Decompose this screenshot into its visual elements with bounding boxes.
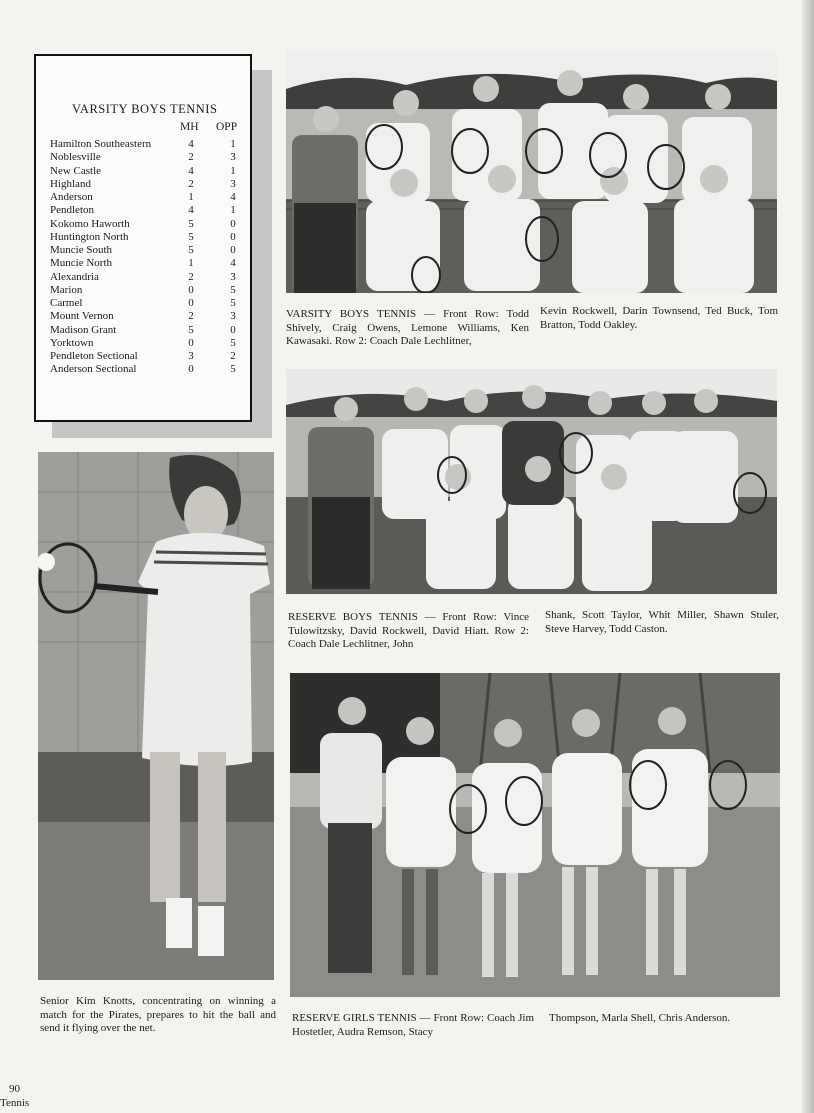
opp-score: 1 — [230, 164, 236, 177]
score-row — [50, 151, 250, 164]
column-header-opp: OPP — [216, 121, 238, 133]
score-row — [50, 231, 250, 244]
reserve-girls-caption-continued — [549, 1012, 779, 1026]
mh-score: 4 — [188, 138, 194, 150]
mh-score: 2 — [188, 310, 194, 323]
reserve-boys-team-photo — [286, 369, 777, 594]
opp-score: 5 — [230, 363, 236, 376]
opp-score: 3 — [230, 151, 236, 164]
opponent-name: Alexandria — [50, 270, 99, 283]
varsity-boys-caption-continued — [540, 305, 778, 332]
opponent-name: Hamilton Southeastern — [50, 138, 152, 150]
reserve-girls-caption-col2: Thompson, Marla Shell, Chris Anderson. — [549, 1012, 731, 1024]
page-number: 90 — [9, 1083, 20, 1095]
mh-score: 0 — [188, 297, 194, 309]
score-row — [50, 257, 250, 270]
opp-score: 0 — [230, 244, 236, 256]
score-row — [50, 204, 250, 217]
opponent-name: Highland — [50, 177, 91, 190]
opp-score: 0 — [230, 217, 236, 230]
mh-score: 0 — [188, 283, 194, 296]
mh-score: 0 — [188, 336, 194, 349]
mh-score: 2 — [188, 151, 194, 164]
mh-score: 5 — [188, 323, 194, 336]
opponent-name: Anderson — [50, 191, 93, 203]
varsity-boys-team-photo — [286, 51, 777, 293]
reserve-boys-caption-col1: RESERVE BOYS TENNIS — Front Row: Vince Tulowitzsky, David Rockwell, David Hiatt. Row 2: Coach Dale Lechlitner, John — [288, 611, 529, 650]
opp-score: 3 — [230, 310, 236, 323]
scoreboard — [34, 54, 252, 422]
page-edge — [802, 0, 814, 1113]
mh-score: 5 — [188, 230, 194, 243]
score-rows — [50, 138, 250, 377]
score-row — [50, 310, 250, 323]
opp-score: 0 — [230, 323, 236, 336]
mh-score: 4 — [188, 204, 194, 217]
opponent-name: Pendleton — [50, 204, 94, 217]
opponent-name: Marion — [50, 283, 83, 296]
mh-score: 1 — [188, 257, 194, 270]
column-header-mh: MH — [180, 121, 199, 133]
opp-score: 4 — [230, 191, 236, 203]
kim-knotts-caption — [40, 995, 276, 1036]
score-row — [50, 271, 250, 284]
opponent-name: Huntington North — [50, 230, 129, 243]
score-row — [50, 297, 250, 310]
score-row — [50, 191, 250, 204]
reserve-girls-team-photo — [290, 673, 780, 997]
opp-score: 5 — [230, 297, 236, 309]
score-row — [50, 284, 250, 297]
scoreboard-title: VARSITY BOYS TENNIS — [72, 102, 218, 116]
opp-score: 3 — [230, 177, 236, 190]
opp-score: 5 — [230, 283, 236, 296]
opp-score: 4 — [230, 257, 236, 270]
opp-score: 1 — [230, 138, 236, 150]
reserve-boys-caption — [288, 611, 529, 652]
varsity-caption-col2: Kevin Rockwell, Darin Townsend, Ted Buck, Tom Bratton, Todd Oakley. — [540, 305, 778, 331]
mh-score: 1 — [188, 191, 194, 203]
mh-score: 0 — [188, 363, 194, 376]
score-row — [50, 363, 250, 376]
mh-score: 2 — [188, 177, 194, 190]
opp-score: 5 — [230, 336, 236, 349]
score-row — [50, 138, 250, 151]
opponent-name: Mount Vernon — [50, 310, 114, 323]
opp-score: 0 — [230, 230, 236, 243]
opponent-name: Muncie South — [50, 244, 113, 256]
mh-score: 2 — [188, 270, 194, 283]
opponent-name: Muncie North — [50, 257, 113, 270]
kim-knotts-action-photo — [38, 452, 274, 980]
score-row — [50, 324, 250, 337]
section-label: Tennis — [0, 1097, 30, 1109]
reserve-girls-caption-col1: RESERVE GIRLS TENNIS — Front Row: Coach Jim Hostetler, Audra Remson, Stacy — [292, 1012, 534, 1038]
score-row — [50, 218, 250, 231]
score-row — [50, 165, 250, 178]
opponent-name: New Castle — [50, 164, 102, 177]
opponent-name: Madison Grant — [50, 323, 117, 336]
score-row — [50, 178, 250, 191]
reserve-boys-caption-continued — [545, 609, 779, 636]
varsity-boys-caption — [286, 308, 529, 349]
score-row — [50, 244, 250, 257]
mh-score: 3 — [188, 350, 194, 362]
reserve-boys-caption-col2: Shank, Scott Taylor, Whit Miller, Shawn Stuler, Steve Harvey, Todd Caston. — [545, 609, 779, 635]
varsity-caption-col1: VARSITY BOYS TENNIS — Front Row: Todd Shively, Craig Owens, Lemone Williams, Ken Kawasaki. Row 2: Coach Dale Lechlitner, — [286, 308, 529, 347]
mh-score: 5 — [188, 217, 194, 230]
mh-score: 4 — [188, 164, 194, 177]
opponent-name: Anderson Sectional — [50, 363, 137, 376]
opponent-name: Noblesville — [50, 151, 101, 164]
kim-knotts-caption-text: Senior Kim Knotts, concentrating on winning a match for the Pirates, prepares to hit the ball and send it flying over the net. — [40, 995, 276, 1034]
opp-score: 3 — [230, 270, 236, 283]
opponent-name: Pendleton Sectional — [50, 350, 138, 362]
reserve-girls-caption — [292, 1012, 534, 1039]
opponent-name: Kokomo Haworth — [50, 217, 130, 230]
score-row — [50, 350, 250, 363]
score-row — [50, 337, 250, 350]
opp-score: 2 — [230, 350, 236, 362]
opponent-name: Carmel — [50, 297, 83, 309]
opp-score: 1 — [230, 204, 236, 217]
mh-score: 5 — [188, 244, 194, 256]
opponent-name: Yorktown — [50, 336, 94, 349]
